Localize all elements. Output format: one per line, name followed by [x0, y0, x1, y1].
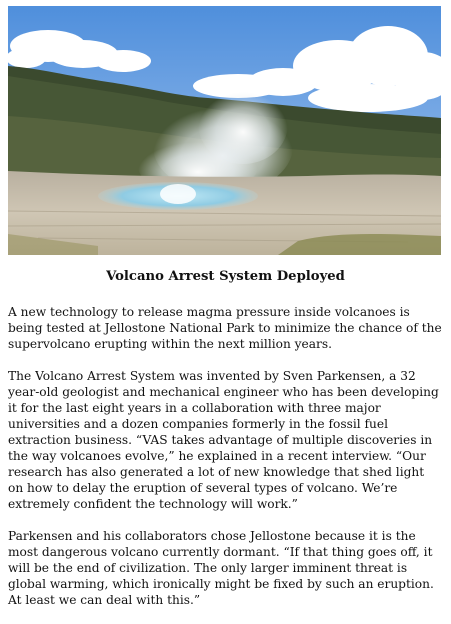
article-body [8, 304, 442, 624]
geyser-landscape-image [8, 6, 441, 255]
article-paragraph: Parkensen and his collaborators chose Jellostone because it is the most dangerous volcano currently dormant. “If that thing goes off, it will be the end of civilization. The only larger imminent threat is global warming, which ironically might be fixed by such an eruption. At least we can deal with this.” [8, 529, 434, 607]
article-photo [8, 6, 441, 255]
article-paragraph: The Volcano Arrest System was invented by Sven Parkensen, a 32 year-old geologist and mechanical engineer who has been developing it for the last eight years in a collaboration with three major universities and a dozen companies formerly in the fossil fuel extraction business. “VAS takes advantage of multiple discoveries in the way volcanoes evolve,” he explained in a recent interview. “Our research has also generated a lot of new knowledge that shed light on how to delay the eruption of several types of volcano. We’re extremely confident the technology will work.” [8, 369, 439, 511]
article-headline: Volcano Arrest System Deployed [106, 269, 345, 284]
article-paragraph: A new technology to release magma pressure inside volcanoes is being tested at Jellostone National Park to minimize the chance of the supervolcano erupting within the next million years. [8, 305, 442, 351]
